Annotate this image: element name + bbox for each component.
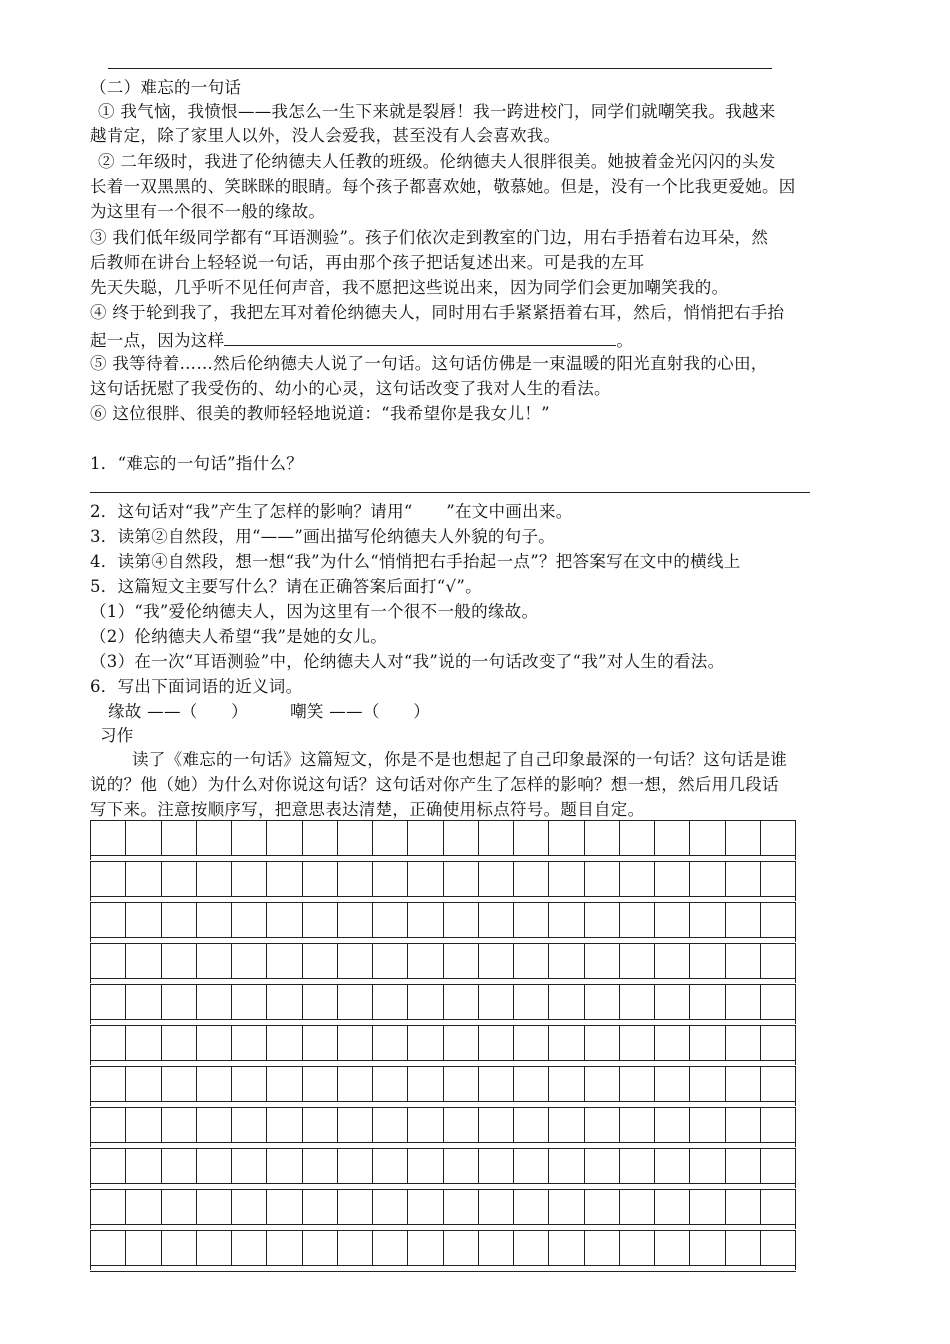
grid-row bbox=[90, 1066, 796, 1107]
grid-cell[interactable] bbox=[655, 1026, 690, 1060]
grid-cell[interactable] bbox=[197, 1231, 232, 1265]
paragraph-2: ② 二年级时，我进了伦纳德夫人任教的班级。伦纳德夫人很胖很美。她披着金光闪闪的头发 bbox=[98, 152, 776, 171]
grid-cell[interactable] bbox=[444, 821, 479, 855]
grid-cell[interactable] bbox=[303, 903, 338, 937]
grid-cell[interactable] bbox=[585, 1067, 620, 1101]
grid-cell[interactable] bbox=[126, 1190, 161, 1224]
grid-cell[interactable] bbox=[338, 944, 373, 978]
grid-cell[interactable] bbox=[514, 985, 549, 1019]
grid-cell[interactable] bbox=[549, 1108, 584, 1142]
grid-cell[interactable] bbox=[514, 862, 549, 896]
grid-cell[interactable] bbox=[232, 821, 267, 855]
question-5-option-3: （3）在一次“耳语测验”中，伦纳德夫人对“我”说的一句话改变了“我”对人生的看法。 bbox=[90, 652, 725, 671]
grid-cell[interactable] bbox=[620, 1108, 655, 1142]
paragraph-2-end: 为这里有一个很不一般的缘故。 bbox=[90, 202, 326, 221]
question-2: 2．这句话对“我”产生了怎样的影响？请用“ ”在文中画出来。 bbox=[90, 502, 573, 521]
grid-cell[interactable] bbox=[197, 1067, 232, 1101]
grid-cell[interactable] bbox=[655, 903, 690, 937]
grid-cell[interactable] bbox=[408, 1026, 443, 1060]
question-3: 3．读第②自然段，用“——”画出描写伦纳德夫人外貌的句子。 bbox=[90, 527, 556, 546]
grid-cell[interactable] bbox=[549, 1149, 584, 1183]
grid-cell[interactable] bbox=[479, 903, 514, 937]
grid-cell[interactable] bbox=[408, 1108, 443, 1142]
grid-cell[interactable] bbox=[726, 944, 761, 978]
grid-cell[interactable] bbox=[338, 862, 373, 896]
grid-cell[interactable] bbox=[408, 985, 443, 1019]
grid-cell[interactable] bbox=[585, 985, 620, 1019]
grid-cell[interactable] bbox=[303, 1190, 338, 1224]
grid-cell[interactable] bbox=[162, 1108, 197, 1142]
grid-cell[interactable] bbox=[726, 1149, 761, 1183]
grid-cell[interactable] bbox=[373, 1108, 408, 1142]
grid-cell[interactable] bbox=[232, 944, 267, 978]
grid-cell[interactable] bbox=[338, 1067, 373, 1101]
grid-cell[interactable] bbox=[620, 1067, 655, 1101]
grid-cell[interactable] bbox=[373, 944, 408, 978]
grid-cell[interactable] bbox=[408, 1149, 443, 1183]
grid-cell[interactable] bbox=[585, 1149, 620, 1183]
grid-cell[interactable] bbox=[690, 1149, 725, 1183]
grid-cell[interactable] bbox=[267, 821, 302, 855]
grid-cell[interactable] bbox=[690, 1108, 725, 1142]
grid-row-gap bbox=[90, 855, 796, 860]
grid-row-gap bbox=[90, 1101, 796, 1106]
grid-cell[interactable] bbox=[444, 862, 479, 896]
grid-cell[interactable] bbox=[373, 1231, 408, 1265]
grid-cell[interactable] bbox=[338, 903, 373, 937]
grid-row bbox=[90, 820, 796, 861]
grid-cell[interactable] bbox=[444, 1190, 479, 1224]
grid-cell[interactable] bbox=[690, 1231, 725, 1265]
grid-cell[interactable] bbox=[655, 821, 690, 855]
grid-cell[interactable] bbox=[197, 862, 232, 896]
grid-row-gap bbox=[90, 978, 796, 983]
grid-cell[interactable] bbox=[91, 944, 126, 978]
question-5: 5．这篇短文主要写什么？请在正确答案后面打“√”。 bbox=[90, 577, 482, 596]
grid-cell[interactable] bbox=[655, 944, 690, 978]
grid-cell[interactable] bbox=[267, 1026, 302, 1060]
grid-cell[interactable] bbox=[655, 1231, 690, 1265]
grid-cell[interactable] bbox=[444, 903, 479, 937]
grid-cell[interactable] bbox=[373, 862, 408, 896]
grid-row-gap bbox=[90, 1224, 796, 1229]
grid-cell[interactable] bbox=[690, 1190, 725, 1224]
grid-cell[interactable] bbox=[690, 821, 725, 855]
grid-row-gap bbox=[90, 1265, 796, 1270]
grid-cell[interactable] bbox=[514, 821, 549, 855]
grid-cell[interactable] bbox=[479, 1108, 514, 1142]
grid-cell[interactable] bbox=[585, 903, 620, 937]
grid-cell[interactable] bbox=[232, 1067, 267, 1101]
grid-cell[interactable] bbox=[373, 1067, 408, 1101]
grid-cell[interactable] bbox=[303, 1067, 338, 1101]
grid-row-gap bbox=[90, 1183, 796, 1188]
grid-cell[interactable] bbox=[338, 1108, 373, 1142]
grid-cell[interactable] bbox=[267, 1067, 302, 1101]
question-4: 4．读第④自然段，想一想“我”为什么“悄悄把右手抬起一点”？把答案写在文中的横线上 bbox=[90, 552, 741, 571]
grid-cell[interactable] bbox=[338, 1149, 373, 1183]
grid-cell[interactable] bbox=[620, 821, 655, 855]
grid-cell[interactable] bbox=[726, 1067, 761, 1101]
grid-cell[interactable] bbox=[479, 1190, 514, 1224]
grid-cell[interactable] bbox=[162, 1231, 197, 1265]
grid-cell[interactable] bbox=[126, 1108, 161, 1142]
grid-cell[interactable] bbox=[267, 1231, 302, 1265]
grid-cell[interactable] bbox=[514, 1190, 549, 1224]
grid-row bbox=[90, 1189, 796, 1230]
grid-cell[interactable] bbox=[303, 944, 338, 978]
grid-cell[interactable] bbox=[479, 1231, 514, 1265]
grid-cell[interactable] bbox=[232, 1108, 267, 1142]
grid-cell[interactable] bbox=[761, 1190, 795, 1224]
paragraph-5: ⑤ 我等待着……然后伦纳德夫人说了一句话。这句话仿佛是一束温暖的阳光直射我的心田， bbox=[90, 354, 768, 373]
grid-cell[interactable] bbox=[761, 944, 795, 978]
question-1: 1．“难忘的一句话”指什么？ bbox=[90, 454, 304, 473]
paragraph-4-text: 起一点，因为这样 bbox=[90, 331, 225, 350]
grid-cell[interactable] bbox=[126, 1231, 161, 1265]
grid-cell[interactable] bbox=[232, 1149, 267, 1183]
grid-row bbox=[90, 1025, 796, 1066]
grid-cell[interactable] bbox=[267, 1108, 302, 1142]
grid-cell[interactable] bbox=[761, 1231, 795, 1265]
grid-cell[interactable] bbox=[232, 985, 267, 1019]
grid-cell[interactable] bbox=[91, 862, 126, 896]
answer-line-q1[interactable] bbox=[90, 492, 810, 493]
grid-cell-row bbox=[90, 861, 796, 897]
grid-cell[interactable] bbox=[690, 985, 725, 1019]
grid-cell[interactable] bbox=[690, 1026, 725, 1060]
grid-cell-row bbox=[90, 1230, 796, 1266]
paragraph-1: ① 我气恼，我愤恨——我怎么一生下来就是裂唇！我一跨进校门，同学们就嘲笑我。我越来 bbox=[98, 102, 776, 121]
grid-cell[interactable] bbox=[585, 1190, 620, 1224]
grid-cell[interactable] bbox=[690, 1067, 725, 1101]
grid-cell[interactable] bbox=[514, 1231, 549, 1265]
grid-cell[interactable] bbox=[303, 1149, 338, 1183]
grid-cell[interactable] bbox=[373, 1149, 408, 1183]
paragraph-2-cont: 长着一双黑黑的、笑眯眯的眼睛。每个孩子都喜欢她，敬慕她。但是，没有一个比我更爱她。因 bbox=[90, 177, 796, 196]
question-5-option-2: （2）伦纳德夫人希望“我”是她的女儿。 bbox=[90, 627, 388, 646]
grid-cell[interactable] bbox=[408, 1067, 443, 1101]
grid-cell-row bbox=[90, 1189, 796, 1225]
grid-cell[interactable] bbox=[232, 1190, 267, 1224]
grid-cell-row bbox=[90, 902, 796, 938]
grid-cell[interactable] bbox=[162, 944, 197, 978]
paragraph-3-end: 先天失聪，几乎听不见任何声音，我不愿把这些说出来，因为同学们会更加嘲笑我的。 bbox=[90, 278, 729, 297]
grid-cell[interactable] bbox=[197, 903, 232, 937]
grid-cell[interactable] bbox=[514, 1067, 549, 1101]
grid-cell[interactable] bbox=[549, 1231, 584, 1265]
grid-cell[interactable] bbox=[726, 821, 761, 855]
paragraph-1-cont: 越肯定，除了家里人以外，没人会爱我，甚至没有人会喜欢我。 bbox=[90, 126, 561, 145]
grid-cell[interactable] bbox=[585, 1108, 620, 1142]
grid-cell[interactable] bbox=[479, 1067, 514, 1101]
grid-cell[interactable] bbox=[444, 1231, 479, 1265]
composition-heading: 习作 bbox=[100, 726, 134, 745]
grid-cell[interactable] bbox=[303, 862, 338, 896]
grid-row bbox=[90, 943, 796, 984]
grid-row-gap bbox=[90, 937, 796, 942]
grid-cell[interactable] bbox=[126, 1149, 161, 1183]
grid-cell[interactable] bbox=[338, 1190, 373, 1224]
grid-cell[interactable] bbox=[655, 985, 690, 1019]
passage-title: （二）难忘的一句话 bbox=[90, 78, 242, 97]
grid-cell[interactable] bbox=[267, 944, 302, 978]
answer-blank-q4[interactable] bbox=[224, 327, 616, 346]
grid-cell[interactable] bbox=[444, 1026, 479, 1060]
grid-cell-row bbox=[90, 1066, 796, 1102]
grid-cell[interactable] bbox=[267, 903, 302, 937]
grid-cell[interactable] bbox=[267, 1149, 302, 1183]
grid-cell[interactable] bbox=[303, 985, 338, 1019]
grid-cell[interactable] bbox=[620, 985, 655, 1019]
grid-cell[interactable] bbox=[585, 944, 620, 978]
grid-cell[interactable] bbox=[620, 862, 655, 896]
grid-cell[interactable] bbox=[549, 944, 584, 978]
grid-cell-row bbox=[90, 1148, 796, 1184]
grid-cell[interactable] bbox=[479, 862, 514, 896]
grid-row-gap bbox=[90, 1142, 796, 1147]
grid-cell-row bbox=[90, 820, 796, 856]
grid-cell[interactable] bbox=[162, 1067, 197, 1101]
grid-cell[interactable] bbox=[338, 985, 373, 1019]
grid-cell[interactable] bbox=[91, 903, 126, 937]
grid-cell-row bbox=[90, 1025, 796, 1061]
grid-cell[interactable] bbox=[126, 944, 161, 978]
grid-cell[interactable] bbox=[690, 944, 725, 978]
grid-cell[interactable] bbox=[620, 1149, 655, 1183]
grid-cell[interactable] bbox=[549, 821, 584, 855]
grid-bottom-rule bbox=[90, 1271, 796, 1272]
writing-grid[interactable] bbox=[90, 820, 796, 1271]
top-rule bbox=[108, 68, 772, 69]
grid-cell[interactable] bbox=[444, 1149, 479, 1183]
grid-cell[interactable] bbox=[126, 1067, 161, 1101]
grid-cell[interactable] bbox=[655, 862, 690, 896]
grid-cell[interactable] bbox=[267, 1190, 302, 1224]
grid-cell[interactable] bbox=[126, 862, 161, 896]
grid-cell[interactable] bbox=[620, 1190, 655, 1224]
paragraph-3: ③ 我们低年级同学都有“耳语测验”。孩子们依次走到教室的门边，用右手捂着右边耳朵，然 bbox=[90, 228, 769, 247]
grid-row bbox=[90, 984, 796, 1025]
grid-row bbox=[90, 1230, 796, 1271]
grid-cell[interactable] bbox=[655, 1190, 690, 1224]
grid-cell[interactable] bbox=[479, 944, 514, 978]
grid-cell[interactable] bbox=[197, 1108, 232, 1142]
grid-cell[interactable] bbox=[479, 985, 514, 1019]
grid-cell[interactable] bbox=[126, 985, 161, 1019]
paragraph-4: ④ 终于轮到我了，我把左耳对着伦纳德夫人，同时用右手紧紧捂着右耳，然后，悄悄把右手抬 bbox=[90, 303, 785, 322]
grid-cell[interactable] bbox=[91, 1190, 126, 1224]
grid-cell-row bbox=[90, 943, 796, 979]
grid-cell[interactable] bbox=[303, 821, 338, 855]
grid-cell[interactable] bbox=[726, 862, 761, 896]
grid-cell[interactable] bbox=[197, 1190, 232, 1224]
composition-prompt: 读了《难忘的一句话》这篇短文，你是不是也想起了自己印象最深的一句话？这句话是谁 bbox=[132, 750, 788, 769]
grid-cell[interactable] bbox=[408, 862, 443, 896]
grid-cell[interactable] bbox=[479, 821, 514, 855]
grid-cell[interactable] bbox=[761, 1026, 795, 1060]
grid-cell-row bbox=[90, 1107, 796, 1143]
grid-cell[interactable] bbox=[373, 985, 408, 1019]
grid-cell[interactable] bbox=[373, 1190, 408, 1224]
grid-cell[interactable] bbox=[91, 1231, 126, 1265]
grid-cell[interactable] bbox=[585, 1026, 620, 1060]
grid-cell[interactable] bbox=[338, 1231, 373, 1265]
grid-cell[interactable] bbox=[761, 1149, 795, 1183]
grid-cell[interactable] bbox=[162, 862, 197, 896]
grid-cell[interactable] bbox=[514, 1026, 549, 1060]
grid-cell[interactable] bbox=[514, 944, 549, 978]
paragraph-3-cont: 后教师在讲台上轻轻说一句话，再由那个孩子把话复述出来。可是我的左耳 bbox=[90, 253, 645, 272]
grid-cell[interactable] bbox=[761, 903, 795, 937]
grid-cell[interactable] bbox=[408, 821, 443, 855]
grid-cell[interactable] bbox=[761, 1108, 795, 1142]
grid-row-gap bbox=[90, 1060, 796, 1065]
grid-cell[interactable] bbox=[726, 1108, 761, 1142]
grid-cell[interactable] bbox=[761, 985, 795, 1019]
grid-cell[interactable] bbox=[338, 821, 373, 855]
grid-cell[interactable] bbox=[303, 1026, 338, 1060]
grid-cell[interactable] bbox=[126, 821, 161, 855]
grid-cell[interactable] bbox=[726, 903, 761, 937]
grid-cell[interactable] bbox=[690, 903, 725, 937]
grid-cell[interactable] bbox=[91, 1067, 126, 1101]
grid-cell[interactable] bbox=[726, 1190, 761, 1224]
grid-cell[interactable] bbox=[162, 903, 197, 937]
grid-cell[interactable] bbox=[303, 1231, 338, 1265]
grid-cell[interactable] bbox=[620, 1026, 655, 1060]
grid-cell[interactable] bbox=[549, 862, 584, 896]
grid-cell[interactable] bbox=[479, 1026, 514, 1060]
grid-cell[interactable] bbox=[514, 1149, 549, 1183]
grid-cell[interactable] bbox=[761, 862, 795, 896]
grid-cell[interactable] bbox=[444, 944, 479, 978]
grid-cell[interactable] bbox=[267, 985, 302, 1019]
grid-cell[interactable] bbox=[690, 862, 725, 896]
grid-cell[interactable] bbox=[408, 944, 443, 978]
grid-row bbox=[90, 861, 796, 902]
grid-cell[interactable] bbox=[126, 903, 161, 937]
grid-cell[interactable] bbox=[373, 821, 408, 855]
grid-cell[interactable] bbox=[655, 1149, 690, 1183]
grid-cell[interactable] bbox=[91, 1108, 126, 1142]
grid-cell[interactable] bbox=[232, 862, 267, 896]
grid-row bbox=[90, 1107, 796, 1148]
grid-cell[interactable] bbox=[91, 985, 126, 1019]
grid-cell[interactable] bbox=[91, 1149, 126, 1183]
grid-cell[interactable] bbox=[197, 944, 232, 978]
grid-row bbox=[90, 1148, 796, 1189]
grid-cell-row bbox=[90, 984, 796, 1020]
grid-cell[interactable] bbox=[620, 944, 655, 978]
grid-cell[interactable] bbox=[162, 1190, 197, 1224]
question-6-items: 缘故 ——（ ） 嘲笑 ——（ ） bbox=[108, 702, 431, 721]
grid-row-gap bbox=[90, 1019, 796, 1024]
paragraph-4-period: 。 bbox=[616, 331, 634, 350]
grid-cell[interactable] bbox=[408, 1190, 443, 1224]
grid-cell[interactable] bbox=[126, 1026, 161, 1060]
grid-cell[interactable] bbox=[162, 1026, 197, 1060]
grid-cell[interactable] bbox=[514, 1108, 549, 1142]
grid-cell[interactable] bbox=[549, 903, 584, 937]
composition-prompt-cont: 说的？他（她）为什么对你说这句话？这句话对你产生了怎样的影响？想一想，然后用几段话 bbox=[90, 775, 779, 794]
grid-cell[interactable] bbox=[549, 985, 584, 1019]
grid-row-gap bbox=[90, 896, 796, 901]
grid-cell[interactable] bbox=[514, 903, 549, 937]
grid-cell[interactable] bbox=[655, 1108, 690, 1142]
grid-cell[interactable] bbox=[620, 903, 655, 937]
grid-cell[interactable] bbox=[162, 985, 197, 1019]
paragraph-4-cont bbox=[90, 327, 633, 353]
grid-cell[interactable] bbox=[620, 1231, 655, 1265]
grid-cell[interactable] bbox=[585, 1231, 620, 1265]
grid-cell[interactable] bbox=[408, 903, 443, 937]
grid-cell[interactable] bbox=[338, 1026, 373, 1060]
paragraph-6: ⑥ 这位很胖、很美的教师轻轻地说道：“我希望你是我女儿！” bbox=[90, 404, 550, 423]
grid-cell[interactable] bbox=[408, 1231, 443, 1265]
grid-cell[interactable] bbox=[444, 1108, 479, 1142]
grid-cell[interactable] bbox=[197, 1149, 232, 1183]
grid-cell[interactable] bbox=[162, 821, 197, 855]
grid-cell[interactable] bbox=[585, 821, 620, 855]
composition-prompt-end: 写下来。注意按顺序写，把意思表达清楚，正确使用标点符号。题目自定。 bbox=[90, 800, 645, 819]
grid-cell[interactable] bbox=[197, 985, 232, 1019]
grid-cell[interactable] bbox=[91, 1026, 126, 1060]
grid-cell[interactable] bbox=[373, 1026, 408, 1060]
grid-cell[interactable] bbox=[761, 821, 795, 855]
grid-cell[interactable] bbox=[162, 1149, 197, 1183]
grid-row bbox=[90, 902, 796, 943]
grid-cell[interactable] bbox=[232, 903, 267, 937]
grid-cell[interactable] bbox=[585, 862, 620, 896]
grid-cell[interactable] bbox=[479, 1149, 514, 1183]
grid-cell[interactable] bbox=[232, 1231, 267, 1265]
grid-cell[interactable] bbox=[232, 1026, 267, 1060]
grid-cell[interactable] bbox=[303, 1108, 338, 1142]
grid-cell[interactable] bbox=[726, 985, 761, 1019]
grid-cell[interactable] bbox=[549, 1190, 584, 1224]
grid-cell[interactable] bbox=[197, 1026, 232, 1060]
grid-cell[interactable] bbox=[91, 821, 126, 855]
grid-cell[interactable] bbox=[373, 903, 408, 937]
grid-cell[interactable] bbox=[197, 821, 232, 855]
grid-cell[interactable] bbox=[549, 1067, 584, 1101]
paragraph-5-cont: 这句话抚慰了我受伤的、幼小的心灵，这句话改变了我对人生的看法。 bbox=[90, 379, 611, 398]
question-6: 6．写出下面词语的近义词。 bbox=[90, 677, 303, 696]
grid-cell[interactable] bbox=[655, 1067, 690, 1101]
grid-cell[interactable] bbox=[726, 1231, 761, 1265]
grid-cell[interactable] bbox=[444, 985, 479, 1019]
grid-cell[interactable] bbox=[761, 1067, 795, 1101]
grid-cell[interactable] bbox=[549, 1026, 584, 1060]
grid-cell[interactable] bbox=[444, 1067, 479, 1101]
question-5-option-1: （1）“我”爱伦纳德夫人，因为这里有一个很不一般的缘故。 bbox=[90, 602, 539, 621]
grid-cell[interactable] bbox=[267, 862, 302, 896]
grid-cell[interactable] bbox=[726, 1026, 761, 1060]
